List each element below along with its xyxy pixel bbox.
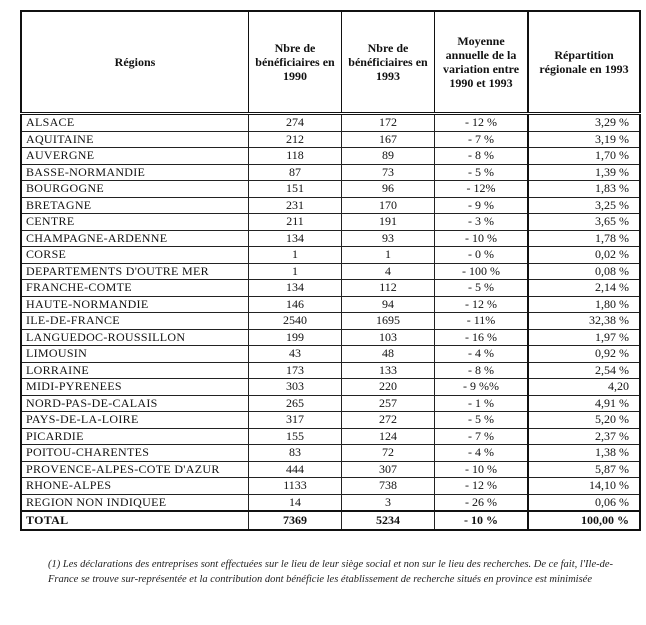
variation-cell: - 10 % [435, 461, 529, 478]
share-cell: 0,92 % [528, 346, 640, 363]
beneficiaries-1990-cell: 83 [249, 445, 342, 462]
share-cell: 2,37 % [528, 428, 640, 445]
beneficiaries-1990-cell: 199 [249, 329, 342, 346]
beneficiaries-1993-cell: 272 [342, 412, 435, 429]
beneficiaries-1993-cell: 220 [342, 379, 435, 396]
share-cell: 3,29 % [528, 114, 640, 132]
variation-cell: - 5 % [435, 280, 529, 297]
table-row [21, 445, 640, 462]
beneficiaries-1993-cell: 94 [342, 296, 435, 313]
beneficiaries-1990-cell: 444 [249, 461, 342, 478]
beneficiaries-1993-cell: 167 [342, 131, 435, 148]
share-cell: 5,87 % [528, 461, 640, 478]
variation-cell: - 5 % [435, 164, 529, 181]
variation-cell: - 7 % [435, 131, 529, 148]
region-cell: MIDI-PYRENEES [21, 379, 249, 396]
beneficiaries-1990-cell: 211 [249, 214, 342, 231]
beneficiaries-1993-cell: 93 [342, 230, 435, 247]
beneficiaries-1990-cell: 43 [249, 346, 342, 363]
beneficiaries-1990-cell: 7369 [249, 511, 342, 530]
header-annual-variation: Moyenne annuelle de la variation entre 1990 et 1993 [435, 11, 529, 114]
beneficiaries-1993-cell: 4 [342, 263, 435, 280]
table-row [21, 313, 640, 330]
beneficiaries-1990-cell: 14 [249, 494, 342, 511]
table-row [21, 296, 640, 313]
share-cell: 5,20 % [528, 412, 640, 429]
variation-cell: - 0 % [435, 247, 529, 264]
share-cell: 32,38 % [528, 313, 640, 330]
header-row [21, 11, 640, 114]
table-row [21, 148, 640, 165]
region-cell: ALSACE [21, 114, 249, 132]
table-row [21, 346, 640, 363]
beneficiaries-1993-cell: 307 [342, 461, 435, 478]
share-cell: 3,25 % [528, 197, 640, 214]
beneficiaries-1990-cell: 265 [249, 395, 342, 412]
table-row [21, 280, 640, 297]
beneficiaries-1993-cell: 1695 [342, 313, 435, 330]
variation-cell: - 7 % [435, 428, 529, 445]
variation-cell: - 10 % [435, 230, 529, 247]
region-cell: NORD-PAS-DE-CALAIS [21, 395, 249, 412]
share-cell: 2,54 % [528, 362, 640, 379]
share-cell: 1,38 % [528, 445, 640, 462]
beneficiaries-1990-cell: 155 [249, 428, 342, 445]
variation-cell: - 3 % [435, 214, 529, 231]
variation-cell: - 9 %% [435, 379, 529, 396]
beneficiaries-1993-cell: 191 [342, 214, 435, 231]
table-row [21, 412, 640, 429]
beneficiaries-1990-cell: 87 [249, 164, 342, 181]
table-row [21, 131, 640, 148]
share-cell: 100,00 % [528, 511, 640, 530]
variation-cell: - 12 % [435, 296, 529, 313]
table-row [21, 362, 640, 379]
variation-cell: - 10 % [435, 511, 529, 530]
region-cell: PAYS-DE-LA-LOIRE [21, 412, 249, 429]
region-cell: FRANCHE-COMTE [21, 280, 249, 297]
region-cell: BOURGOGNE [21, 181, 249, 198]
table-row [21, 428, 640, 445]
region-cell: RHONE-ALPES [21, 478, 249, 495]
beneficiaries-1993-cell: 72 [342, 445, 435, 462]
region-cell: PROVENCE-ALPES-COTE D'AZUR [21, 461, 249, 478]
share-cell: 1,78 % [528, 230, 640, 247]
table-row [21, 114, 640, 132]
beneficiaries-1990-cell: 1 [249, 247, 342, 264]
share-cell: 3,19 % [528, 131, 640, 148]
share-cell: 14,10 % [528, 478, 640, 495]
beneficiaries-1990-cell: 1133 [249, 478, 342, 495]
region-cell: HAUTE-NORMANDIE [21, 296, 249, 313]
share-cell: 1,83 % [528, 181, 640, 198]
beneficiaries-1993-cell: 3 [342, 494, 435, 511]
beneficiaries-1993-cell: 172 [342, 114, 435, 132]
beneficiaries-1993-cell: 170 [342, 197, 435, 214]
beneficiaries-1990-cell: 212 [249, 131, 342, 148]
beneficiaries-1993-cell: 103 [342, 329, 435, 346]
header-regional-share: Répartition régionale en 1993 [528, 11, 640, 114]
share-cell: 1,80 % [528, 296, 640, 313]
share-cell: 0,08 % [528, 263, 640, 280]
table-row [21, 395, 640, 412]
beneficiaries-1990-cell: 231 [249, 197, 342, 214]
region-cell: LORRAINE [21, 362, 249, 379]
variation-cell: - 8 % [435, 148, 529, 165]
variation-cell: - 12% [435, 181, 529, 198]
variation-cell: - 1 % [435, 395, 529, 412]
variation-cell: - 4 % [435, 445, 529, 462]
region-cell: LANGUEDOC-ROUSSILLON [21, 329, 249, 346]
variation-cell: - 8 % [435, 362, 529, 379]
beneficiaries-1993-cell: 257 [342, 395, 435, 412]
beneficiaries-1990-cell: 173 [249, 362, 342, 379]
region-cell: BASSE-NORMANDIE [21, 164, 249, 181]
regional-beneficiaries-table [20, 10, 641, 531]
beneficiaries-1993-cell: 1 [342, 247, 435, 264]
beneficiaries-1990-cell: 146 [249, 296, 342, 313]
table-row [21, 461, 640, 478]
table-row [21, 494, 640, 511]
share-cell: 0,06 % [528, 494, 640, 511]
beneficiaries-1990-cell: 151 [249, 181, 342, 198]
region-cell: AUVERGNE [21, 148, 249, 165]
share-cell: 2,14 % [528, 280, 640, 297]
variation-cell: - 26 % [435, 494, 529, 511]
beneficiaries-1993-cell: 73 [342, 164, 435, 181]
beneficiaries-1993-cell: 112 [342, 280, 435, 297]
share-cell: 1,70 % [528, 148, 640, 165]
total-row [21, 511, 640, 530]
region-cell: BRETAGNE [21, 197, 249, 214]
table-row [21, 478, 640, 495]
table-row [21, 164, 640, 181]
beneficiaries-1990-cell: 274 [249, 114, 342, 132]
variation-cell: - 12 % [435, 478, 529, 495]
variation-cell: - 100 % [435, 263, 529, 280]
region-cell: PICARDIE [21, 428, 249, 445]
region-cell: ILE-DE-FRANCE [21, 313, 249, 330]
region-cell: POITOU-CHARENTES [21, 445, 249, 462]
beneficiaries-1990-cell: 134 [249, 280, 342, 297]
share-cell: 1,39 % [528, 164, 640, 181]
variation-cell: - 4 % [435, 346, 529, 363]
table-row [21, 379, 640, 396]
region-cell: CORSE [21, 247, 249, 264]
beneficiaries-1993-cell: 133 [342, 362, 435, 379]
beneficiaries-1993-cell: 48 [342, 346, 435, 363]
beneficiaries-1993-cell: 96 [342, 181, 435, 198]
table-row [21, 247, 640, 264]
beneficiaries-1990-cell: 317 [249, 412, 342, 429]
table-row [21, 329, 640, 346]
beneficiaries-1990-cell: 134 [249, 230, 342, 247]
share-cell: 0,02 % [528, 247, 640, 264]
variation-cell: - 9 % [435, 197, 529, 214]
beneficiaries-1993-cell: 124 [342, 428, 435, 445]
table-row [21, 263, 640, 280]
variation-cell: - 16 % [435, 329, 529, 346]
beneficiaries-1993-cell: 89 [342, 148, 435, 165]
beneficiaries-1990-cell: 303 [249, 379, 342, 396]
table-row [21, 181, 640, 198]
header-beneficiaries-1993: Nbre de bénéficiaires en 1993 [342, 11, 435, 114]
share-cell: 3,65 % [528, 214, 640, 231]
beneficiaries-1993-cell: 738 [342, 478, 435, 495]
region-cell: DEPARTEMENTS D'OUTRE MER [21, 263, 249, 280]
region-cell: CHAMPAGNE-ARDENNE [21, 230, 249, 247]
region-cell: LIMOUSIN [21, 346, 249, 363]
region-cell: AQUITAINE [21, 131, 249, 148]
share-cell: 1,97 % [528, 329, 640, 346]
footnote: (1) Les déclarations des entreprises sont effectuées sur le lieu de leur siège social et non sur le lieu des recherches. De ce fait, l'Ile-de-France se trouve sur-représentée et la contribution dont bénéficie les établissement de recherche situés en province est minimisée [48, 559, 614, 585]
beneficiaries-1990-cell: 118 [249, 148, 342, 165]
beneficiaries-1990-cell: 2540 [249, 313, 342, 330]
table-row [21, 214, 640, 231]
table-row [21, 230, 640, 247]
region-cell: REGION NON INDIQUEE [21, 494, 249, 511]
variation-cell: - 5 % [435, 412, 529, 429]
beneficiaries-1990-cell: 1 [249, 263, 342, 280]
share-cell: 4,91 % [528, 395, 640, 412]
variation-cell: - 12 % [435, 114, 529, 132]
table-row [21, 197, 640, 214]
header-regions: Régions [21, 11, 249, 114]
beneficiaries-1993-cell: 5234 [342, 511, 435, 530]
region-cell: CENTRE [21, 214, 249, 231]
header-beneficiaries-1990: Nbre de bénéficiaires en 1990 [249, 11, 342, 114]
region-cell: TOTAL [21, 511, 249, 530]
variation-cell: - 11% [435, 313, 529, 330]
share-cell: 4,20 [528, 379, 640, 396]
